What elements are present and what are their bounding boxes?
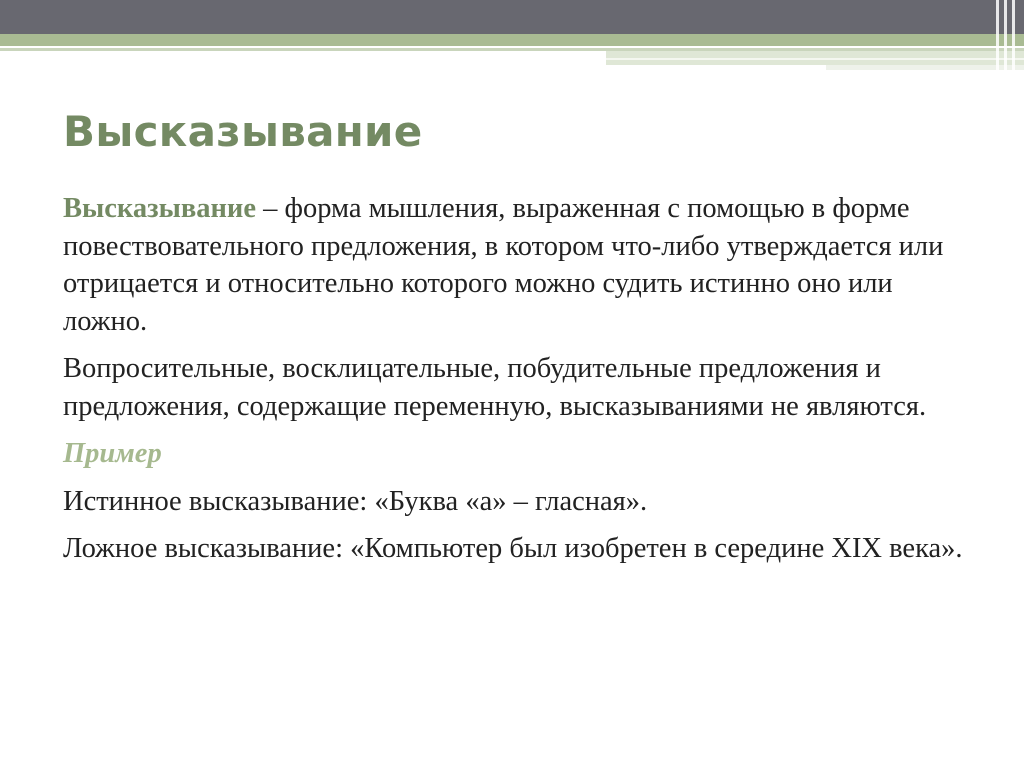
example-label: Пример [63,438,162,469]
slide-title: Высказывание [63,107,423,156]
slide-content [63,190,963,578]
definition-text: – форма мышления, выраженная с помощью в форме повествовательного предложения, в котором что-либо утверждается или отрицается и относительно которого можно судить истинно оно или ложно. [63,193,944,337]
definition-term: Высказывание [63,193,256,224]
green-decorative-band [0,34,1024,46]
top-decorative-bar [0,0,1024,34]
corner-decoration [990,0,1024,72]
definition-paragraph [63,190,963,340]
right-decorative-line [606,58,1024,60]
note-paragraph: Вопросительные, восклицательные, побудительные предложения и предложения, содержащие переменную, высказываниями не являются. [63,353,927,422]
example-true: Истинное высказывание: «Буква «а» – гласная». [63,485,648,517]
example-false: Ложное высказывание: «Компьютер был изобретен в середине XIX века». [63,533,963,564]
